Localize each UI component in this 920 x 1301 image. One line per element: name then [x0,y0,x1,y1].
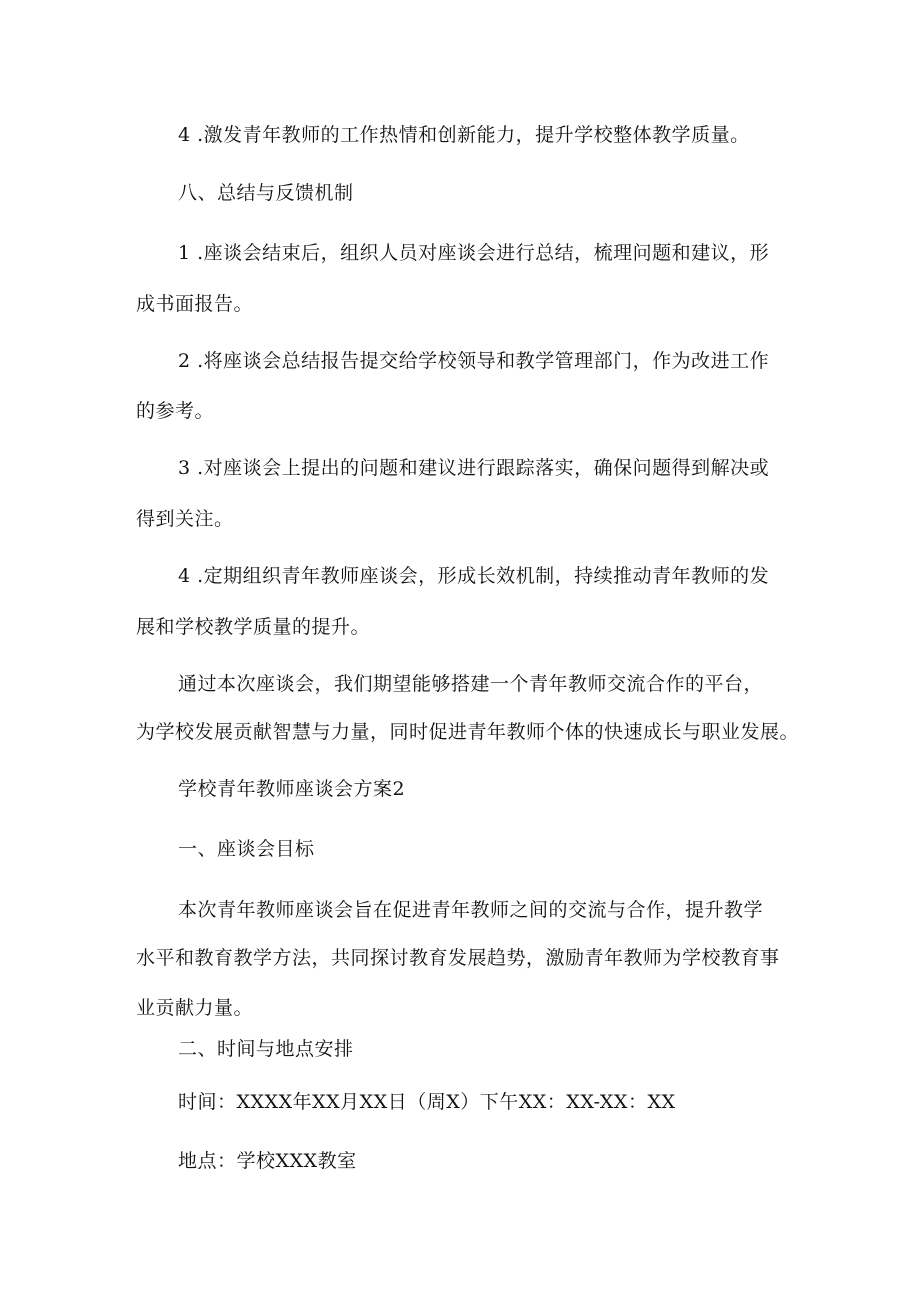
item-2-line-1: 2 .将座谈会总结报告提交给学校领导和教学管理部门，作为改进工作 [178,350,770,372]
goals-line-2: 水平和教育教学方法，共同探讨教育发展趋势，激励青年教师为学校教育事 [136,947,780,969]
item-1-line-2: 成书面报告。 [136,293,254,315]
document-title-plan-2: 学校青年教师座谈会方案2 [178,778,406,800]
item-4-line-1: 4 .定期组织青年教师座谈会，形成长效机制，持续推动青年教师的发 [178,565,770,587]
item-2-line-2: 的参考。 [136,400,215,422]
place-line: 地点：学校XXX教室 [178,1150,357,1172]
item-3-line-1: 3 .对座谈会上提出的问题和建议进行跟踪落实，确保问题得到解决或 [178,457,770,479]
item-3-line-2: 得到关注。 [136,508,234,530]
time-line: 时间：XXXX年XX月XX日（周X）下午XX：XX-XX：XX [178,1091,676,1113]
goals-line-3: 业贡献力量。 [136,997,254,1019]
conclusion-line-2: 为学校发展贡献智慧与力量，同时促进青年教师个体的快速成长与职业发展。 [136,721,800,743]
goals-line-1: 本次青年教师座谈会旨在促进青年教师之间的交流与合作，提升教学 [178,899,764,921]
item-4-motivate: 4 .激发青年教师的工作热情和创新能力，提升学校整体教学质量。 [178,124,750,146]
conclusion-line-1: 通过本次座谈会，我们期望能够搭建一个青年教师交流合作的平台， [178,673,764,695]
item-1-line-1: 1 .座谈会结束后，组织人员对座谈会进行总结，梳理问题和建议，形 [178,242,770,264]
section-heading-summary-feedback: 八、总结与反馈机制 [178,182,354,204]
section-heading-time-place: 二、时间与地点安排 [178,1038,354,1060]
section-heading-goals: 一、座谈会目标 [178,838,315,860]
item-4-line-2: 展和学校教学质量的提升。 [136,616,371,638]
